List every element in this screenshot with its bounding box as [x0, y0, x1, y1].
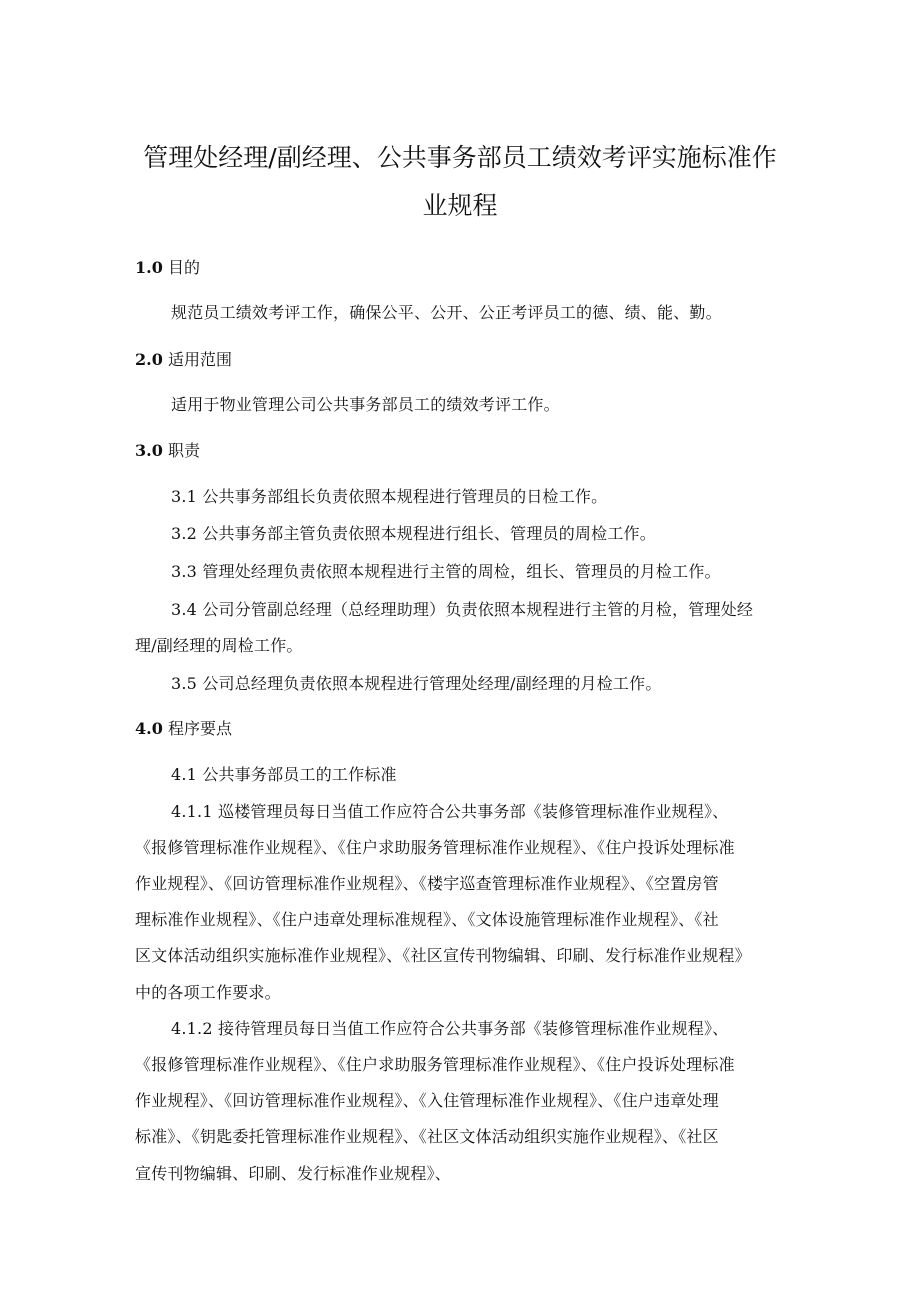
procedure-item-4-1-2-line-4: 标准》、《钥匙委托管理标准作业规程》、《社区文体活动组织实施作业规程》、《社区 — [135, 1127, 719, 1146]
procedure-item-4-1-1-line-5: 区文体活动组织实施标准作业规程》、《社区宣传刊物编辑、印刷、发行标准作业规程》 — [135, 946, 751, 965]
section-heading-purpose — [135, 255, 200, 278]
procedure-item-4-1-1-line-2: 《报修管理标准作业规程》、《住户求助服务管理标准作业规程》、《住户投诉处理标准 — [135, 838, 735, 857]
duty-item-3-4-line-2: 理/副经理的周检工作。 — [135, 636, 303, 655]
paragraph-purpose: 规范员工绩效考评工作，确保公平、公开、公正考评员工的德、绩、能、勤。 — [171, 303, 722, 322]
duty-item-3-1: 3.1 公共事务部组长负责依照本规程进行管理员的日检工作。 — [171, 487, 608, 506]
section-number: 4.0 — [135, 719, 163, 738]
section-heading-procedure — [135, 716, 232, 739]
procedure-item-4-1-2-line-5: 宣传刊物编辑、印刷、发行标准作业规程》、 — [135, 1164, 452, 1183]
procedure-item-4-1-2-line-2: 《报修管理标准作业规程》、《住户求助服务管理标准作业规程》、《住户投诉处理标准 — [135, 1055, 735, 1074]
duty-item-3-4-line-1: 3.4 公司分管副总经理（总经理助理）负责依照本规程进行主管的月检，管理处经 — [171, 600, 754, 619]
procedure-item-4-1-1-line-1: 4.1.1 巡楼管理员每日当值工作应符合公共事务部《装修管理标准作业规程》、 — [171, 802, 729, 821]
section-number: 1.0 — [135, 258, 163, 277]
procedure-item-4-1: 4.1 公共事务部员工的工作标准 — [171, 765, 397, 784]
section-number: 2.0 — [135, 350, 163, 369]
duty-item-3-5: 3.5 公司总经理负责依照本规程进行管理处经理/副经理的月检工作。 — [171, 674, 662, 693]
section-label: 适用范围 — [167, 350, 232, 369]
document-title-line-2: 业规程 — [422, 191, 498, 220]
procedure-item-4-1-2-line-3: 作业规程》、《回访管理标准作业规程》、《入住管理标准作业规程》、《住户违章处理 — [135, 1091, 719, 1110]
duty-item-3-3: 3.3 管理处经理负责依照本规程进行主管的周检，组长、管理员的月检工作。 — [171, 562, 721, 581]
procedure-item-4-1-1-line-3: 作业规程》、《回访管理标准作业规程》、《楼宇巡查管理标准作业规程》、《空置房管 — [135, 874, 719, 893]
section-number: 3.0 — [135, 441, 163, 460]
procedure-item-4-1-2-line-1: 4.1.2 接待管理员每日当值工作应符合公共事务部《装修管理标准作业规程》、 — [171, 1019, 729, 1038]
section-heading-duties — [135, 438, 200, 461]
procedure-item-4-1-1-line-4: 理标准作业规程》、《住户违章处理标准规程》、《文体设施管理标准作业规程》、《社 — [135, 910, 719, 929]
document-title-line-1: 管理处经理/副经理、公共事务部员工绩效考评实施标准作 — [143, 143, 777, 172]
procedure-item-4-1-1-line-6: 中的各项工作要求。 — [135, 983, 281, 1002]
duty-item-3-2: 3.2 公共事务部主管负责依照本规程进行组长、管理员的周检工作。 — [171, 524, 656, 543]
section-label: 目的 — [167, 258, 200, 277]
section-heading-scope — [135, 347, 232, 370]
section-label: 程序要点 — [167, 719, 232, 738]
section-label: 职责 — [167, 441, 200, 460]
paragraph-scope: 适用于物业管理公司公共事务部员工的绩效考评工作。 — [171, 395, 560, 414]
